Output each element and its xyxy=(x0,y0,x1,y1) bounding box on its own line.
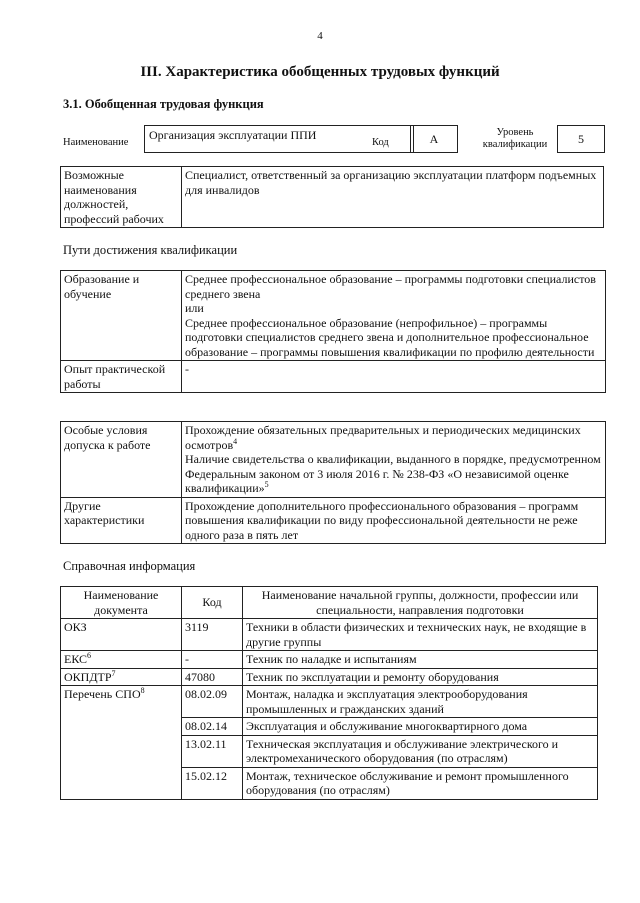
reference-code: 08.02.14 xyxy=(182,718,243,736)
reference-row xyxy=(61,668,598,686)
reference-name: Техник по наладке и испытаниям xyxy=(243,651,598,669)
reference-code: 3119 xyxy=(182,619,243,651)
reference-doc-text: Перечень СПО xyxy=(64,687,141,701)
reference-name: Эксплуатация и обслуживание многоквартирного дома xyxy=(243,718,598,736)
reference-name: Техник по эксплуатации и ремонту оборудования xyxy=(243,668,598,686)
reference-doc-text: ОКПДТР xyxy=(64,669,112,684)
education-line2: или xyxy=(185,301,204,315)
level-label xyxy=(472,127,558,151)
reference-code: - xyxy=(182,651,243,669)
col-doc-header: Наименование документа xyxy=(61,587,182,619)
reference-name: Техники в области физических и технических наук, не входящие в другие группы xyxy=(243,619,598,651)
reference-name: Монтаж, наладка и эксплуатация электрооборудования промышленных и гражданских зданий xyxy=(243,686,598,718)
reference-doc xyxy=(61,619,182,651)
reference-code: 47080 xyxy=(182,668,243,686)
conditions-table xyxy=(60,421,606,544)
special-conditions-value xyxy=(182,422,606,498)
name-value: Организация эксплуатации ППИ xyxy=(144,125,414,153)
col-code-header: Код xyxy=(182,587,243,619)
qualification-heading: Пути достижения квалификации xyxy=(63,243,238,257)
reference-doc xyxy=(61,651,182,669)
reference-row xyxy=(61,619,598,651)
education-value xyxy=(182,271,606,361)
special-conditions-line2 xyxy=(185,452,602,496)
page-number: 4 xyxy=(317,30,323,42)
reference-doc xyxy=(61,686,182,800)
positions-row xyxy=(61,167,604,228)
other-row xyxy=(61,497,606,544)
special-conditions-line2-text: Наличие свидетельства о квалификации, выданного в порядке, предусмотренном Федеральным законом от 3 июля 2016 г. № 238-ФЗ «О независимой оценке квалификации» xyxy=(185,452,601,495)
experience-row xyxy=(61,361,606,393)
code-value: A xyxy=(410,125,458,153)
subsection-title: 3.1. Обобщенная трудовая функция xyxy=(63,97,264,111)
special-conditions-label: Особые условия допуска к работе xyxy=(61,422,182,498)
code-label: Код xyxy=(372,137,389,148)
reference-code: 08.02.09 xyxy=(182,686,243,718)
reference-code: 15.02.12 xyxy=(182,767,243,799)
reference-code: 13.02.11 xyxy=(182,735,243,767)
other-value: Прохождение дополнительного профессионального образования – программ повышения квалификации по виду профессиональной деятельности не реже одного раза в пять лет xyxy=(182,497,606,544)
special-conditions-line1 xyxy=(185,423,602,452)
positions-label: Возможные наименования должностей, профессий рабочих xyxy=(61,167,182,228)
education-line1: Среднее профессиональное образование – программы подготовки специалистов среднего звена xyxy=(185,272,596,301)
reference-body xyxy=(61,619,598,800)
footnote-7: 7 xyxy=(111,668,116,678)
reference-header-row xyxy=(61,587,598,619)
education-label: Образование и обучение xyxy=(61,271,182,361)
experience-value: - xyxy=(182,361,606,393)
positions-table xyxy=(60,166,604,228)
level-label-line1: Уровень xyxy=(496,127,534,138)
level-value: 5 xyxy=(557,125,605,153)
special-conditions-line1-text: Прохождение обязательных предварительных и периодических медицинских осмотров xyxy=(185,423,581,452)
reference-doc-text: ЕКС xyxy=(64,652,88,666)
col-name-header: Наименование начальной группы, должности, профессии или специальности, направления подготовки xyxy=(243,587,598,619)
reference-row xyxy=(61,686,598,718)
experience-label: Опыт практической работы xyxy=(61,361,182,393)
footnote-5: 5 xyxy=(264,480,269,489)
other-label: Другие характеристики xyxy=(61,497,182,544)
reference-doc-text: ОКЗ xyxy=(64,620,87,634)
positions-value: Специалист, ответственный за организацию эксплуатации платформ подъемных для инвалидов xyxy=(182,167,604,228)
reference-heading: Справочная информация xyxy=(63,559,196,573)
footnote-4: 4 xyxy=(233,436,238,446)
footnote-8: 8 xyxy=(140,686,145,695)
education-table xyxy=(60,270,606,393)
education-row xyxy=(61,271,606,361)
function-header xyxy=(60,125,605,155)
reference-table xyxy=(60,586,598,800)
reference-row xyxy=(61,651,598,669)
name-label: Наименование xyxy=(63,137,129,148)
education-line3: Среднее профессиональное образование (непрофильное) – программы подготовки специалистов среднего звена и дополнительное профессиональное образование – программы повышения квалификации по профилю деятельности xyxy=(185,315,595,359)
footnote-6: 6 xyxy=(87,651,92,660)
level-label-line2: квалификации xyxy=(482,139,548,150)
reference-doc xyxy=(61,668,182,686)
reference-name: Техническая эксплуатация и обслуживание электрического и электромеханического оборудования (по отраслям) xyxy=(243,735,598,767)
special-conditions-row xyxy=(61,422,606,498)
section-title: III. Характеристика обобщенных трудовых функций xyxy=(140,64,500,80)
reference-name: Монтаж, техническое обслуживание и ремонт промышленного оборудования (по отраслям) xyxy=(243,767,598,799)
